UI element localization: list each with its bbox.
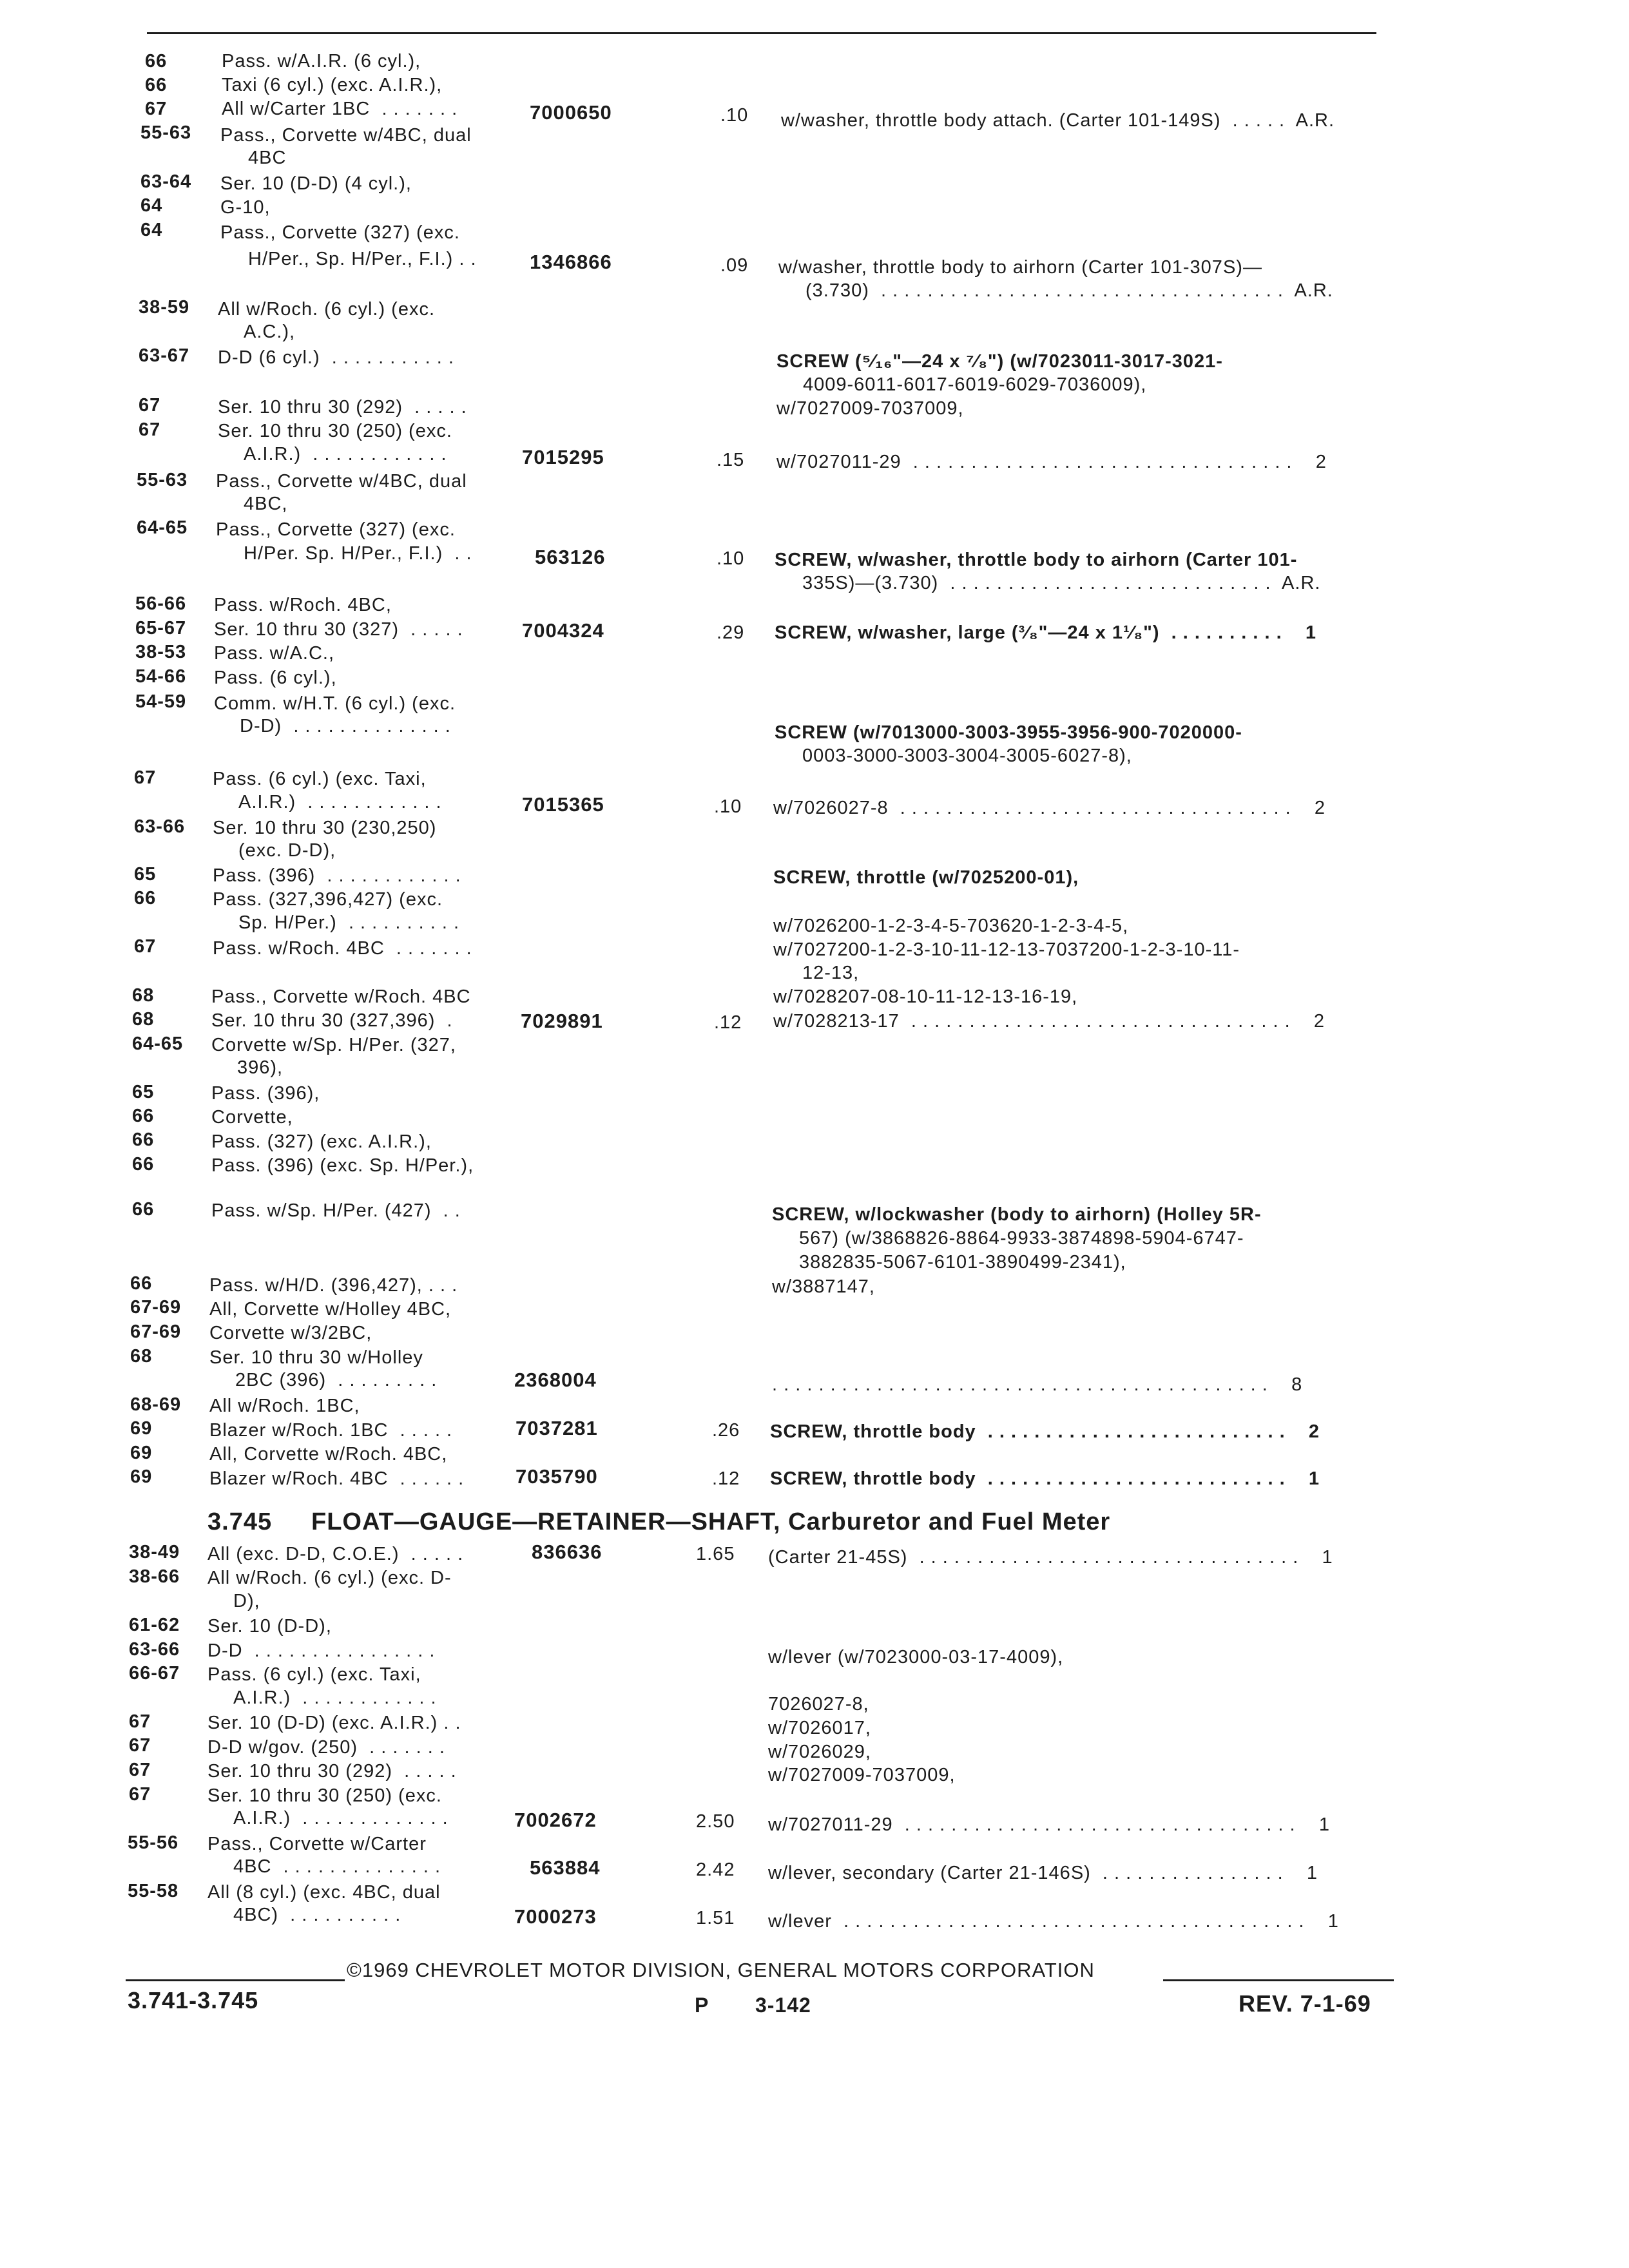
footer-rule-right [1163,1979,1394,1981]
listing-text: 396), [237,1057,284,1078]
listing-text: .15 [717,450,745,470]
listing-text: 4BC) . . . . . . . . . . [233,1905,401,1925]
listing-text: .29 [717,622,745,643]
model-year: 38-53 [135,642,187,662]
footer-page-number: 3-142 [755,1994,811,2017]
listing-text: Ser. 10 thru 30 (292) . . . . . [218,397,467,418]
model-year: 63-67 [139,345,190,366]
model-year: 67 [134,767,157,788]
listing-text: w/7026200-1-2-3-4-5-703620-1-2-3-4-5, [773,916,1129,936]
part-description: SCREW (w/7013000-3003-3955-3956-900-7020000- [775,722,1242,743]
listing-text: All w/Roch. (6 cyl.) (exc. [218,299,435,320]
listing-text: Pass. w/Roch. 4BC . . . . . . . [213,938,472,959]
listing-text: D-D . . . . . . . . . . . . . . . . [207,1640,436,1661]
model-year: 66-67 [129,1663,180,1684]
footer-copyright: ©1969 CHEVROLET MOTOR DIVISION, GENERAL MOTORS CORPORATION [347,1959,1095,1981]
model-year: 67 [129,1735,151,1756]
part-number: 7002672 [514,1809,597,1831]
listing-text: Ser. 10 thru 30 (327,396) . [211,1010,453,1031]
listing-text: D), [233,1591,260,1611]
listing-text: 2.50 [696,1811,735,1832]
model-year: 67 [139,395,161,416]
listing-text: Pass., Corvette w/Carter [207,1834,427,1854]
listing-text: w/7027011-29 . . . . . . . . . . . . . . . . . . . . . . . . . . . . . . . . . . 1 [768,1814,1330,1835]
part-number: 836636 [532,1541,602,1563]
listing-text: .26 [712,1420,740,1441]
part-description: SCREW, w/washer, large (³⁄₈"—24 x 1¹⁄₈") . . . . . . . . . . 1 [775,622,1317,643]
part-number: 7000273 [514,1905,597,1928]
listing-text: Pass. (396), [211,1083,320,1104]
part-number: 7035790 [516,1465,598,1488]
model-year: 67-69 [130,1297,182,1318]
listing-text: All, Corvette w/Holley 4BC, [209,1299,452,1320]
model-year: 68 [130,1346,153,1367]
listing-text: Sp. H/Per.) . . . . . . . . . . [238,912,460,933]
listing-text: Ser. 10 thru 30 (327) . . . . . [214,619,463,640]
model-year: 67 [139,419,161,440]
listing-text: w/7026017, [768,1718,871,1738]
listing-text: .12 [712,1468,740,1489]
listing-text: 567) (w/3868826-8864-9933-3874898-5904-6747- [799,1228,1244,1249]
part-description: SCREW (⁵⁄₁₆"—24 x ⁷⁄₈") (w/7023011-3017-3021- [776,351,1223,372]
model-year: 68 [132,1009,155,1030]
listing-text: .09 [720,255,749,276]
footer-revision: REV. 7-1-69 [1239,1990,1371,2017]
listing-text: All (8 cyl.) (exc. 4BC, dual [207,1882,441,1903]
listing-text: w/lever . . . . . . . . . . . . . . . . . . . . . . . . . . . . . . . . . . . . . . . . 1 [768,1911,1339,1932]
listing-text: Pass., Corvette w/4BC, dual [220,125,472,146]
listing-text: G-10, [220,197,271,218]
model-year: 69 [130,1443,153,1463]
part-description: SCREW, throttle body . . . . . . . . . . . . . . . . . . . . . . . . . . 1 [770,1468,1320,1489]
listing-text: Pass. (6 cyl.) (exc. Taxi, [207,1664,421,1685]
listing-text: w/washer, throttle body to airhorn (Carter 101-307S)— [778,257,1262,278]
listing-text: D-D) . . . . . . . . . . . . . . [240,716,451,736]
listing-text: Ser. 10 thru 30 (230,250) [213,818,437,838]
part-number: 7004324 [522,619,604,642]
model-year: 63-64 [140,171,192,192]
footer-page-prefix: P [695,1994,709,2017]
listing-text: Ser. 10 (D-D) (exc. A.I.R.) . . [207,1713,461,1733]
listing-text: Pass. w/A.C., [214,643,335,664]
listing-text: Pass. w/Roch. 4BC, [214,595,392,615]
model-year: 66 [132,1154,155,1175]
listing-text: Taxi (6 cyl.) (exc. A.I.R.), [222,75,443,95]
model-year: 64-65 [132,1033,184,1054]
listing-text: Blazer w/Roch. 4BC . . . . . . [209,1468,465,1489]
listing-text: w/7026029, [768,1742,871,1762]
model-year: 64-65 [137,517,188,538]
footer-section-range: 3.741-3.745 [128,1987,259,2013]
model-year: 64 [140,195,163,216]
listing-text: 4BC, [244,494,288,514]
model-year: 67 [129,1760,151,1780]
model-year: 66 [134,888,157,908]
model-year: 67 [129,1784,151,1805]
listing-text: Pass. (6 cyl.), [214,668,337,688]
listing-text: Ser. 10 thru 30 (250) (exc. [218,421,452,441]
listing-text: Pass. (327,396,427) (exc. [213,889,443,910]
listing-text: .12 [714,1012,742,1033]
listing-text: w/washer, throttle body attach. (Carter 101-149S) . . . . . A.R. [781,110,1335,131]
model-year: 38-49 [129,1542,180,1562]
model-year: 38-59 [139,297,190,318]
listing-text: All (exc. D-D, C.O.E.) . . . . . [207,1544,464,1564]
part-number: 1346866 [530,251,612,273]
listing-text: w/3887147, [772,1276,875,1297]
model-year: 66 [132,1106,155,1126]
listing-text: 335S)—(3.730) . . . . . . . . . . . . . . . . . . . . . . . . . . . . A.R. [802,573,1321,593]
listing-text: (3.730) . . . . . . . . . . . . . . . . . . . . . . . . . . . . . . . . . . . A.R. [805,280,1333,301]
part-description: SCREW, w/lockwasher (body to airhorn) (Holley 5R- [772,1204,1262,1225]
listing-text: 3882835-5067-6101-3890499-2341), [799,1252,1126,1273]
listing-text: D-D w/gov. (250) . . . . . . . [207,1737,445,1758]
model-year: 67 [134,936,157,957]
part-number: 7037281 [516,1417,598,1439]
model-year: 68-69 [130,1394,182,1415]
footer-rule-left [126,1979,345,1981]
model-year: 66 [132,1199,155,1220]
model-year: 54-59 [135,691,187,712]
model-year: 55-63 [140,122,192,143]
model-year: 67 [129,1711,151,1732]
listing-text: A.I.R.) . . . . . . . . . . . . . [233,1808,448,1829]
listing-text: (Carter 21-45S) . . . . . . . . . . . . . . . . . . . . . . . . . . . . . . . . . 1 [768,1547,1333,1568]
listing-text: Blazer w/Roch. 1BC . . . . . [209,1420,453,1441]
model-year: 68 [132,985,155,1006]
listing-text: Pass., Corvette w/Roch. 4BC [211,986,471,1007]
listing-text: w/7028213-17 . . . . . . . . . . . . . . . . . . . . . . . . . . . . . . . . . 2 [773,1011,1325,1032]
listing-text: w/lever, secondary (Carter 21-146S) . . . . . . . . . . . . . . . . 1 [768,1863,1318,1883]
part-number: 7000650 [530,101,612,124]
listing-text: Ser. 10 (D-D) (4 cyl.), [220,173,412,194]
model-year: 56-66 [135,593,187,614]
listing-text: Pass. (396) . . . . . . . . . . . . [213,865,461,886]
listing-text: (exc. D-D), [238,840,336,861]
listing-text: .10 [717,548,745,569]
model-year: 67-69 [130,1321,182,1342]
listing-text: Pass., Corvette w/4BC, dual [216,471,467,492]
model-year: 55-58 [128,1881,179,1901]
model-year: 63-66 [129,1639,180,1660]
part-description: SCREW, throttle (w/7025200-01), [773,867,1079,888]
model-year: 66 [130,1273,153,1294]
listing-text: 4BC . . . . . . . . . . . . . . [233,1856,441,1877]
part-number: 2368004 [514,1369,597,1391]
listing-text: Ser. 10 thru 30 (250) (exc. [207,1785,442,1806]
part-description: SCREW, throttle body . . . . . . . . . . . . . . . . . . . . . . . . . . 2 [770,1421,1320,1442]
listing-text: Comm. w/H.T. (6 cyl.) (exc. [214,693,456,714]
listing-text: Pass., Corvette (327) (exc. [216,519,456,540]
listing-text: Pass. (327) (exc. A.I.R.), [211,1131,432,1152]
model-year: 54-66 [135,666,187,687]
model-year: 69 [130,1466,153,1487]
model-year: 66 [145,51,168,72]
part-number: 563884 [530,1856,601,1879]
listing-text: 7026027-8, [768,1694,869,1715]
model-year: 66 [132,1129,155,1150]
listing-text: A.I.R.) . . . . . . . . . . . . [238,792,442,812]
model-year: 65-67 [135,618,187,639]
section-title: FLOAT—GAUGE—RETAINER—SHAFT, Carburetor and Fuel Meter [311,1508,1111,1535]
listing-text: .10 [714,796,742,817]
listing-text: w/7028207-08-10-11-12-13-16-19, [773,986,1078,1007]
top-rule [147,32,1376,34]
model-year: 38-66 [129,1566,180,1587]
listing-text: A.I.R.) . . . . . . . . . . . . [244,444,447,465]
listing-text: .10 [720,105,749,126]
listing-text: Ser. 10 thru 30 (292) . . . . . [207,1761,457,1782]
listing-text: w/7026027-8 . . . . . . . . . . . . . . . . . . . . . . . . . . . . . . . . . . 2 [773,798,1325,818]
listing-text: Pass. w/H/D. (396,427), . . . [209,1275,458,1296]
listing-text: w/7027009-7037009, [776,398,964,419]
model-year: 63-66 [134,816,186,837]
model-year: 61-62 [129,1615,180,1635]
model-year: 55-56 [128,1832,179,1853]
listing-text: w/7027011-29 . . . . . . . . . . . . . . . . . . . . . . . . . . . . . . . . . 2 [776,452,1327,472]
part-number: 7015365 [522,793,604,816]
model-year: 65 [132,1082,155,1102]
listing-text: Pass. (396) (exc. Sp. H/Per.), [211,1155,474,1176]
listing-text: 1.51 [696,1908,735,1928]
model-year: 55-63 [137,470,188,490]
listing-text: 2.42 [696,1860,735,1880]
listing-text: 12-13, [802,963,860,983]
listing-text: A.I.R.) . . . . . . . . . . . . [233,1687,437,1708]
listing-text: H/Per. Sp. H/Per., F.I.) . . [244,543,472,564]
listing-text: All, Corvette w/Roch. 4BC, [209,1444,448,1465]
part-description: SCREW, w/washer, throttle body to airhorn (Carter 101- [775,550,1298,570]
listing-text: 1.65 [696,1544,735,1564]
model-year: 64 [140,220,163,240]
model-year: 67 [145,99,168,119]
part-number: 7029891 [521,1010,603,1032]
listing-text: All w/Carter 1BC . . . . . . . [222,99,458,119]
listing-text: . . . . . . . . . . . . . . . . . . . . . . . . . . . . . . . . . . . . . . . . . . . 8 [772,1374,1303,1395]
listing-text: A.C.), [244,322,296,342]
listing-text: Pass. w/Sp. H/Per. (427) . . [211,1200,461,1221]
listing-text: Pass., Corvette (327) (exc. [220,222,460,243]
listing-text: Ser. 10 thru 30 w/Holley [209,1347,423,1368]
section-number: 3.745 [207,1508,273,1535]
listing-text: w/7027009-7037009, [768,1765,956,1785]
listing-text: w/7027200-1-2-3-10-11-12-13-7037200-1-2-3-10-11- [773,939,1240,960]
model-year: 66 [145,75,168,95]
listing-text: Corvette, [211,1107,293,1128]
listing-text: 2BC (396) . . . . . . . . . [235,1370,438,1390]
listing-text: All w/Roch. (6 cyl.) (exc. D- [207,1568,452,1588]
listing-text: Corvette w/3/2BC, [209,1323,372,1343]
listing-text: 4BC [248,148,287,168]
model-year: 65 [134,864,157,885]
listing-text: Pass. w/A.I.R. (6 cyl.), [222,51,421,72]
listing-text: 4009-6011-6017-6019-6029-7036009), [803,374,1147,395]
listing-text: Pass. (6 cyl.) (exc. Taxi, [213,769,427,789]
listing-text: Corvette w/Sp. H/Per. (327, [211,1035,456,1055]
part-number: 7015295 [522,446,604,468]
model-year: 69 [130,1418,153,1439]
listing-text: w/lever (w/7023000-03-17-4009), [768,1647,1064,1667]
part-number: 563126 [535,546,606,568]
listing-text: H/Per., Sp. H/Per., F.I.) . . [248,249,477,269]
listing-text: Ser. 10 (D-D), [207,1616,332,1637]
listing-text: All w/Roch. 1BC, [209,1396,360,1416]
listing-text: 0003-3000-3003-3004-3005-6027-8), [802,745,1132,766]
listing-text: D-D (6 cyl.) . . . . . . . . . . . [218,347,454,368]
